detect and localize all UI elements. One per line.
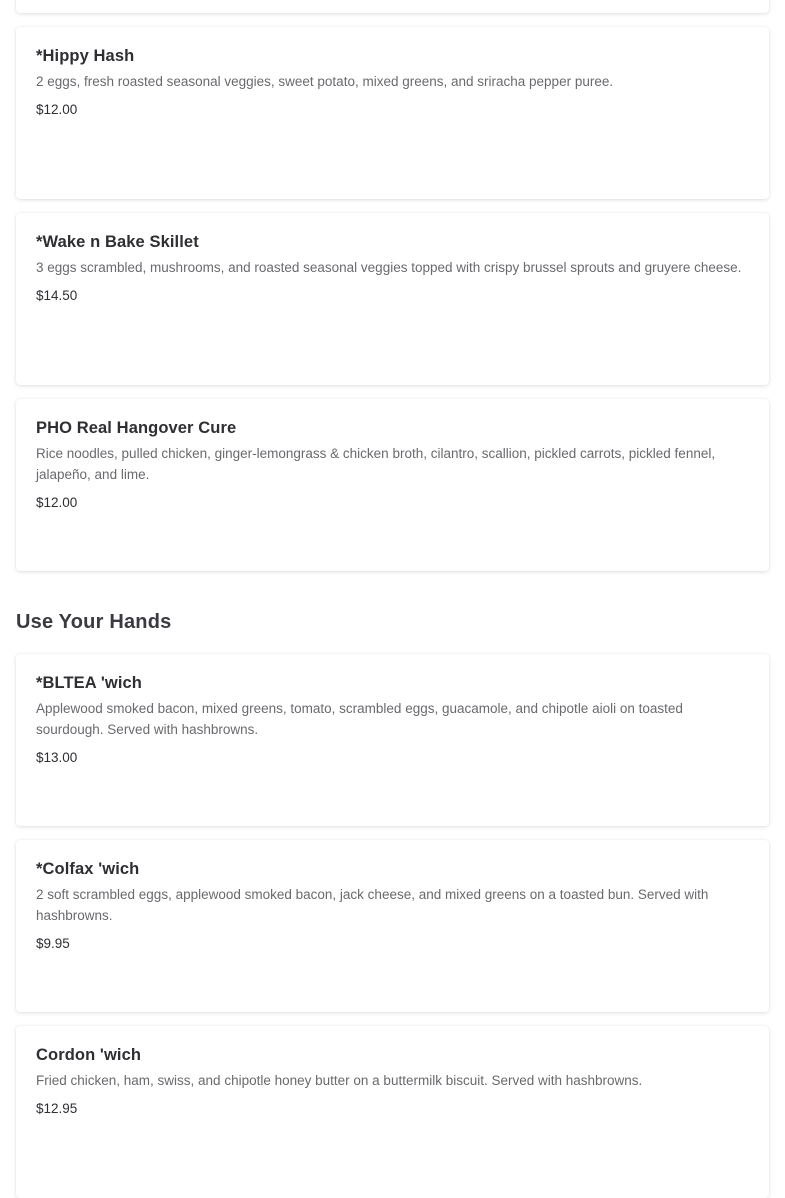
item-title: *Colfax 'wich [36,860,140,878]
menu-item-card[interactable] [16,399,769,571]
item-price: $12.95 [36,1101,78,1116]
item-description: 2 eggs, fresh roasted seasonal veggies, sweet potato, mixed greens, and sriracha pepper puree. [36,74,614,89]
menu-item-card-partial[interactable] [16,0,769,13]
item-title: Cordon 'wich [36,1046,142,1064]
item-price: $12.00 [36,495,78,510]
item-title: PHO Real Hangover Cure [36,419,237,437]
menu-item-card[interactable] [16,213,769,385]
item-description: 3 eggs scrambled, mushrooms, and roasted seasonal veggies topped with crispy brussel sprouts and gruyere cheese. [36,260,742,275]
item-price: $9.95 [36,936,70,951]
item-price: $12.00 [36,102,78,117]
menu-item-card[interactable] [16,654,769,826]
item-title: *BLTEA 'wich [36,674,142,692]
item-title: *Hippy Hash [36,47,135,65]
menu-item-card[interactable] [16,27,769,199]
section-heading: Use Your Hands [16,611,172,633]
item-description: Fried chicken, ham, swiss, and chipotle honey butter on a buttermilk biscuit. Served with hashbrowns. [36,1073,643,1088]
menu-item-card[interactable] [16,1026,769,1198]
item-price: $13.00 [36,750,78,765]
item-price: $14.50 [36,288,78,303]
item-title: *Wake n Bake Skillet [36,233,199,251]
menu-item-card[interactable] [16,840,769,1012]
item-description: Rice noodles, pulled chicken, ginger-lemongrass & chicken broth, cilantro, scallion, pickled carrots, pickled fennel, jalapeño, and lime. [36,446,716,482]
item-description: Applewood smoked bacon, mixed greens, tomato, scrambled eggs, guacamole, and chipotle aioli on toasted sourdough. Served with hashbrowns. [36,701,683,737]
item-description: 2 soft scrambled eggs, applewood smoked bacon, jack cheese, and mixed greens on a toasted bun. Served with hashbrowns. [36,887,709,923]
